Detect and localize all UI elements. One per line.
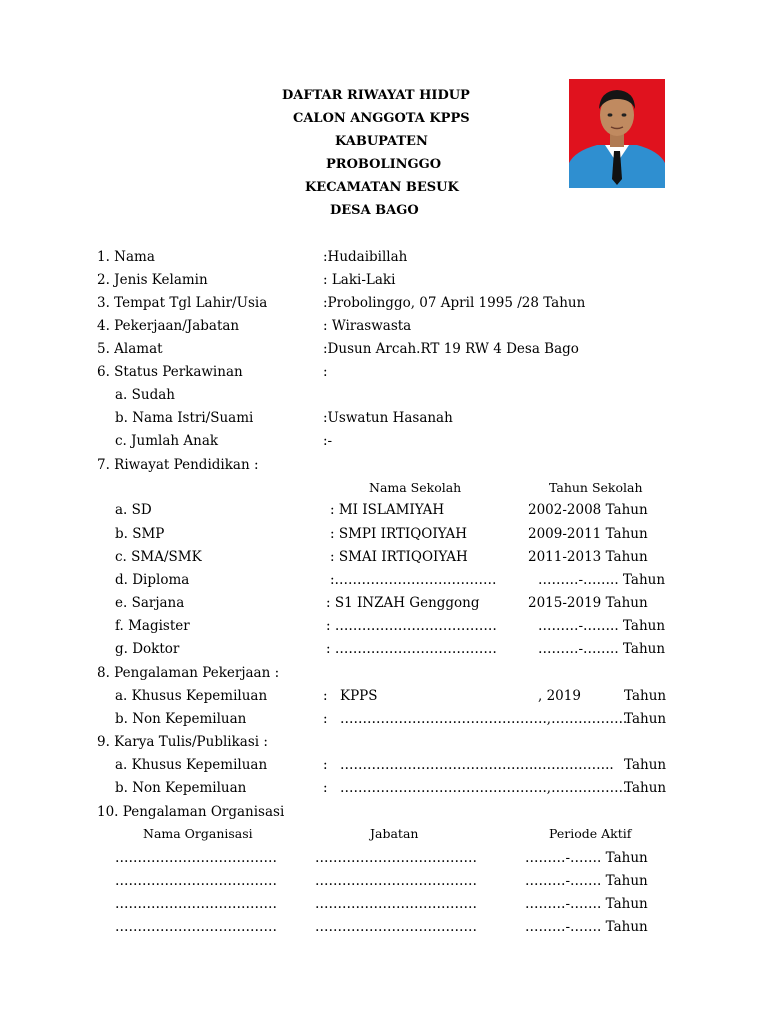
title-line-5: KECAMATAN BESUK (305, 180, 459, 195)
work-value-election: KPPS (340, 688, 378, 704)
marriage-label-children: c. Jumlah Anak (115, 433, 219, 449)
education-label-smp: b. SMP (115, 526, 165, 542)
work-unit-non-election: Tahun (624, 711, 667, 727)
writing-label-election: a. Khusus Kepemiluan (115, 757, 268, 773)
personal-value-gender: : Laki-Laki (323, 272, 396, 288)
work-year-election: , 2019 (538, 688, 581, 704)
organization-row-4-position: ……………………………… (315, 919, 477, 935)
education-school-sma: : SMAI IRTIQOIYAH (330, 549, 468, 565)
personal-label-gender: 2. Jenis Kelamin (97, 272, 208, 288)
person-portrait-icon (569, 79, 665, 188)
organization-row-2-name: ……………………………… (115, 873, 277, 889)
writing-colon-non-election: : (323, 780, 328, 796)
education-year-magister: ………-…….. Tahun (538, 618, 666, 634)
personal-label-name: 1. Nama (97, 249, 155, 265)
education-heading: 7. Riwayat Pendidikan : (97, 457, 259, 473)
education-year-smp: 2009-2011 Tahun (528, 526, 648, 542)
work-colon-election: : (323, 688, 328, 704)
work-colon-non-election: : (323, 711, 328, 727)
education-year-sma: 2011-2013 Tahun (528, 549, 648, 565)
education-label-sd: a. SD (115, 502, 152, 518)
education-col-school: Nama Sekolah (369, 480, 462, 495)
organization-row-2-position: ……………………………… (315, 873, 477, 889)
personal-value-address: :Dusun Arcah.RT 19 RW 4 Desa Bago (323, 341, 579, 357)
education-year-sd: 2002-2008 Tahun (528, 502, 648, 518)
education-school-doktor: : ……………………………… (326, 641, 497, 657)
work-value-non-election: ……………………………………….,…………….. (340, 711, 628, 727)
education-school-diploma: :……………………………… (330, 572, 497, 588)
education-label-magister: f. Magister (115, 618, 190, 634)
education-school-sarjana: : S1 INZAH Genggong (326, 595, 480, 611)
writing-label-non-election: b. Non Kepemiluan (115, 780, 247, 796)
organization-col-name: Nama Organisasi (143, 826, 253, 841)
education-label-sma: c. SMA/SMK (115, 549, 202, 565)
personal-value-job: : Wiraswasta (323, 318, 412, 334)
organization-row-4-period: ………-……. Tahun (525, 919, 648, 935)
personal-label-marital: 6. Status Perkawinan (97, 364, 243, 380)
organization-row-2-period: ………-……. Tahun (525, 873, 648, 889)
education-label-doktor: g. Doktor (115, 641, 180, 657)
title-line-1: DAFTAR RIWAYAT HIDUP (282, 88, 470, 103)
personal-label-address: 5. Alamat (97, 341, 163, 357)
organization-row-1-period: ………-……. Tahun (525, 850, 648, 866)
marriage-value-spouse: :Uswatun Hasanah (323, 410, 453, 426)
marriage-label-married: a. Sudah (115, 387, 175, 403)
education-year-sarjana: 2015-2019 Tahun (528, 595, 648, 611)
education-label-sarjana: e. Sarjana (115, 595, 185, 611)
personal-value-birth: :Probolinggo, 07 April 1995 /28 Tahun (323, 295, 586, 311)
personal-value-marital: : (323, 364, 328, 380)
organization-row-1-name: ……………………………… (115, 850, 277, 866)
organization-heading: 10. Pengalaman Organisasi (97, 804, 285, 820)
title-line-3: KABUPATEN (335, 134, 428, 149)
writing-value-non-election: ……………………………………….,…………….. (340, 780, 628, 796)
work-label-non-election: b. Non Kepemiluan (115, 711, 247, 727)
organization-row-3-name: ……………………………… (115, 896, 277, 912)
education-school-smp: : SMPI IRTIQOIYAH (330, 526, 468, 542)
profile-photo (569, 79, 665, 188)
organization-row-3-period: ………-……. Tahun (525, 896, 648, 912)
personal-label-job: 4. Pekerjaan/Jabatan (97, 318, 240, 334)
organization-row-4-name: ……………………………… (115, 919, 277, 935)
education-school-magister: : ……………………………… (326, 618, 497, 634)
personal-value-name: :Hudaibillah (323, 249, 408, 265)
title-line-4: PROBOLINGGO (326, 157, 442, 172)
education-label-diploma: d. Diploma (115, 572, 190, 588)
title-line-2: CALON ANGGOTA KPPS (293, 111, 470, 126)
personal-label-birth: 3. Tempat Tgl Lahir/Usia (97, 295, 268, 311)
education-year-doktor: ………-…….. Tahun (538, 641, 666, 657)
marriage-value-children: :- (323, 433, 333, 449)
writing-unit-election: Tahun (624, 757, 667, 773)
education-year-diploma: ………-…….. Tahun (538, 572, 666, 588)
organization-row-3-position: ……………………………… (315, 896, 477, 912)
writing-unit-non-election: Tahun (624, 780, 667, 796)
title-line-6: DESA BAGO (330, 203, 419, 218)
organization-row-1-position: ……………………………… (315, 850, 477, 866)
marriage-label-spouse: b. Nama Istri/Suami (115, 410, 254, 426)
education-school-sd: : MI ISLAMIYAH (330, 502, 445, 518)
writing-heading: 9. Karya Tulis/Publikasi : (97, 734, 268, 750)
work-label-election: a. Khusus Kepemiluan (115, 688, 268, 704)
education-col-year: Tahun Sekolah (549, 480, 643, 495)
work-heading: 8. Pengalaman Pekerjaan : (97, 665, 280, 681)
organization-col-period: Periode Aktif (549, 826, 632, 841)
writing-colon-election: : (323, 757, 328, 773)
work-unit-election: Tahun (624, 688, 667, 704)
organization-col-position: Jabatan (370, 826, 419, 841)
writing-value-election: ……………………………………..…………….. (340, 757, 614, 773)
